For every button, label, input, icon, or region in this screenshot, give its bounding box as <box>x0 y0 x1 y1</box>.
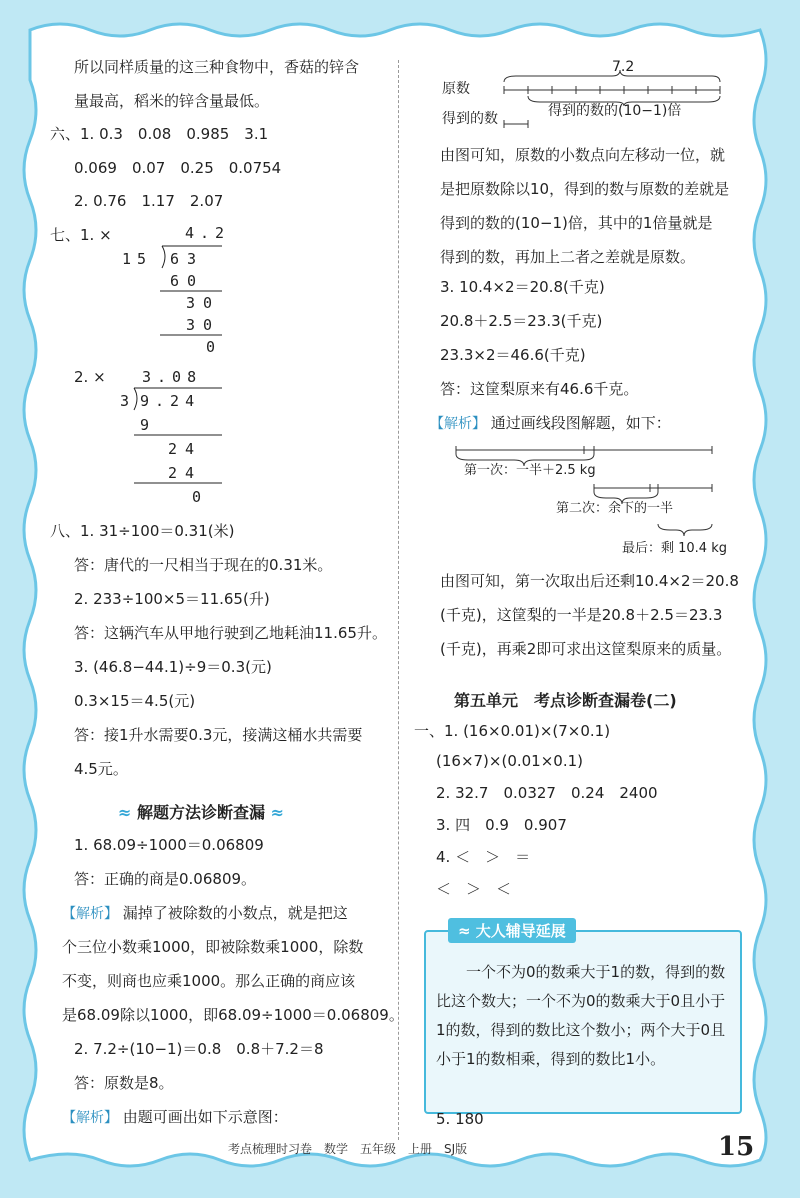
diagram-label: 最后：剩 10.4 kg <box>622 541 727 556</box>
unit-answer-4: 4. ＜ ＞ ＝ <box>436 848 531 866</box>
unit-answer-2: 2. 32.7 0.0327 0.24 2400 <box>436 784 658 802</box>
method-2-reply: 答：原数是8。 <box>74 1074 174 1092</box>
extension-title-text: 大人辅导延展 <box>475 922 566 940</box>
extension-text: 一个不为0的数乘大于1的数，得到的数比这个数大；一个不为0的数乘大于0且小于1的数，得到的数比这个数小；两个大于0且小于1的数相乘，得到的数比1小。 <box>436 963 726 1068</box>
answer-6-1: 六、1. 0.3 0.08 0.985 3.1 <box>50 125 269 143</box>
remainder: 0 <box>206 338 216 356</box>
answer-8-3-b: 0.3×15＝4.5(元) <box>74 692 196 710</box>
answer-7-2: 2. × <box>74 368 106 386</box>
wave-icon: ≈ <box>270 803 284 822</box>
method-2: 2. 7.2÷(10−1)＝0.8 0.8＋7.2＝8 <box>74 1040 324 1058</box>
divisor: 3 <box>120 392 130 410</box>
answer-8-3-reply: 答：接1升水需要0.3元，接满这桶水共需要 <box>74 726 363 744</box>
answer-3: 3. 10.4×2＝20.8(千克) <box>440 278 605 296</box>
page-number: 15 <box>718 1132 755 1162</box>
analysis-tag: 【解析】 <box>62 906 118 922</box>
diagram-label: 得到的数 <box>442 111 498 127</box>
answer-6-1-cont: 0.069 0.07 0.25 0.0754 <box>74 159 282 177</box>
text-line: 由图可知，原数的小数点向左移动一位，就 <box>440 146 726 164</box>
unit-answer-3: 3. 四 0.9 0.907 <box>436 816 567 834</box>
unit-answer-1: 一、1. (16×0.01)×(7×0.1) <box>414 722 611 740</box>
quotient: 3.08 <box>142 368 203 386</box>
answer-8-1-reply: 答：唐代的一尺相当于现在的0.31米。 <box>74 556 333 574</box>
unit-answer-4-b: ＜ ＞ ＜ <box>436 880 512 898</box>
unit-answer-5: 5. 180 <box>436 1110 484 1128</box>
text-line: 量最高，稻米的锌含量最低。 <box>74 92 270 110</box>
footer-text: 考点梳理时习卷 数学 五年级 上册 SJ版 <box>228 1142 468 1156</box>
method-1-reply: 答：正确的商是0.06809。 <box>74 870 257 888</box>
diagram-label: 原数 <box>442 81 470 97</box>
answer-8-2-reply: 答：这辆汽车从甲地行驶到乙地耗油11.65升。 <box>74 624 387 642</box>
text-line: 得到的数的(10−1)倍，其中的1倍量就是 <box>440 214 713 232</box>
text-line: 由图可知，第一次取出后还剩10.4×2＝20.8 <box>440 572 739 590</box>
analysis-text: 漏掉了被除数的小数点，就是把这 <box>122 904 348 922</box>
remainder: 0 <box>192 488 202 506</box>
text-line: (千克)，这筐梨的一半是20.8＋2.5＝23.3 <box>440 606 723 624</box>
unit-answer-1-b: (16×7)×(0.01×0.1) <box>436 752 583 770</box>
dividend: 63 <box>170 250 205 268</box>
analysis-text: 是68.09除以1000，即68.09÷1000＝0.06809。 <box>62 1006 404 1024</box>
step: 30 <box>186 316 221 334</box>
dividend: 9.24 <box>140 392 201 410</box>
diagram-label: 7.2 <box>612 59 635 75</box>
analysis-text: 不变，则商也应乘1000。那么正确的商应该 <box>62 972 356 990</box>
step: 24 <box>168 464 203 482</box>
text-line: 所以同样质量的这三种食物中，香菇的锌含 <box>74 58 360 76</box>
answer-6-2: 2. 0.76 1.17 2.07 <box>74 192 224 210</box>
diagram-label: 第一次：一半＋2.5 kg <box>464 463 596 478</box>
answer-8-3-reply-cont: 4.5元。 <box>74 760 128 778</box>
answer-8-3: 3. (46.8−44.1)÷9＝0.3(元) <box>74 658 272 676</box>
unit-title: 第五单元 考点诊断查漏卷(二) <box>454 691 677 710</box>
quotient: 4.2 <box>185 224 231 242</box>
step: 60 <box>170 272 205 290</box>
answer-8-1: 八、1. 31÷100＝0.31(米) <box>50 522 235 540</box>
step: 9 <box>140 416 150 434</box>
method-1: 1. 68.09÷1000＝0.06809 <box>74 836 264 854</box>
extension-title <box>448 918 576 943</box>
answer-8-2: 2. 233÷100×5＝11.65(升) <box>74 590 270 608</box>
analysis-text: 个三位小数乘1000，即被除数乘1000，除数 <box>62 938 364 956</box>
diagram-label: 得到的数的(10−1)倍 <box>548 103 682 119</box>
analysis-text: 通过画线段图解题，如下： <box>490 414 671 432</box>
text-line: 得到的数，再加上二者之差就是原数。 <box>440 248 696 266</box>
text-line: 是把原数除以10，得到的数与原数的差就是 <box>440 180 730 198</box>
wave-icon: ≈ <box>118 803 132 822</box>
analysis-tag: 【解析】 <box>430 416 486 432</box>
text-line: 答：这筐梨原来有46.6千克。 <box>440 380 639 398</box>
step: 24 <box>168 440 203 458</box>
text-line: 23.3×2＝46.6(千克) <box>440 346 586 364</box>
text-line: 20.8＋2.5＝23.3(千克) <box>440 312 603 330</box>
divisor: 15 <box>122 250 153 268</box>
analysis-text: 由题可画出如下示意图： <box>122 1108 288 1126</box>
diagram-label: 第二次：余下的一半 <box>556 501 674 516</box>
text-line: (千克)，再乘2即可求出这筐梨原来的质量。 <box>440 640 732 658</box>
answer-7-1: 七、1. × <box>50 226 112 244</box>
wave-icon: ≈ <box>458 922 476 940</box>
analysis-tag: 【解析】 <box>62 1110 118 1126</box>
method-title: 解题方法诊断查漏 <box>136 803 265 822</box>
step: 30 <box>186 294 221 312</box>
